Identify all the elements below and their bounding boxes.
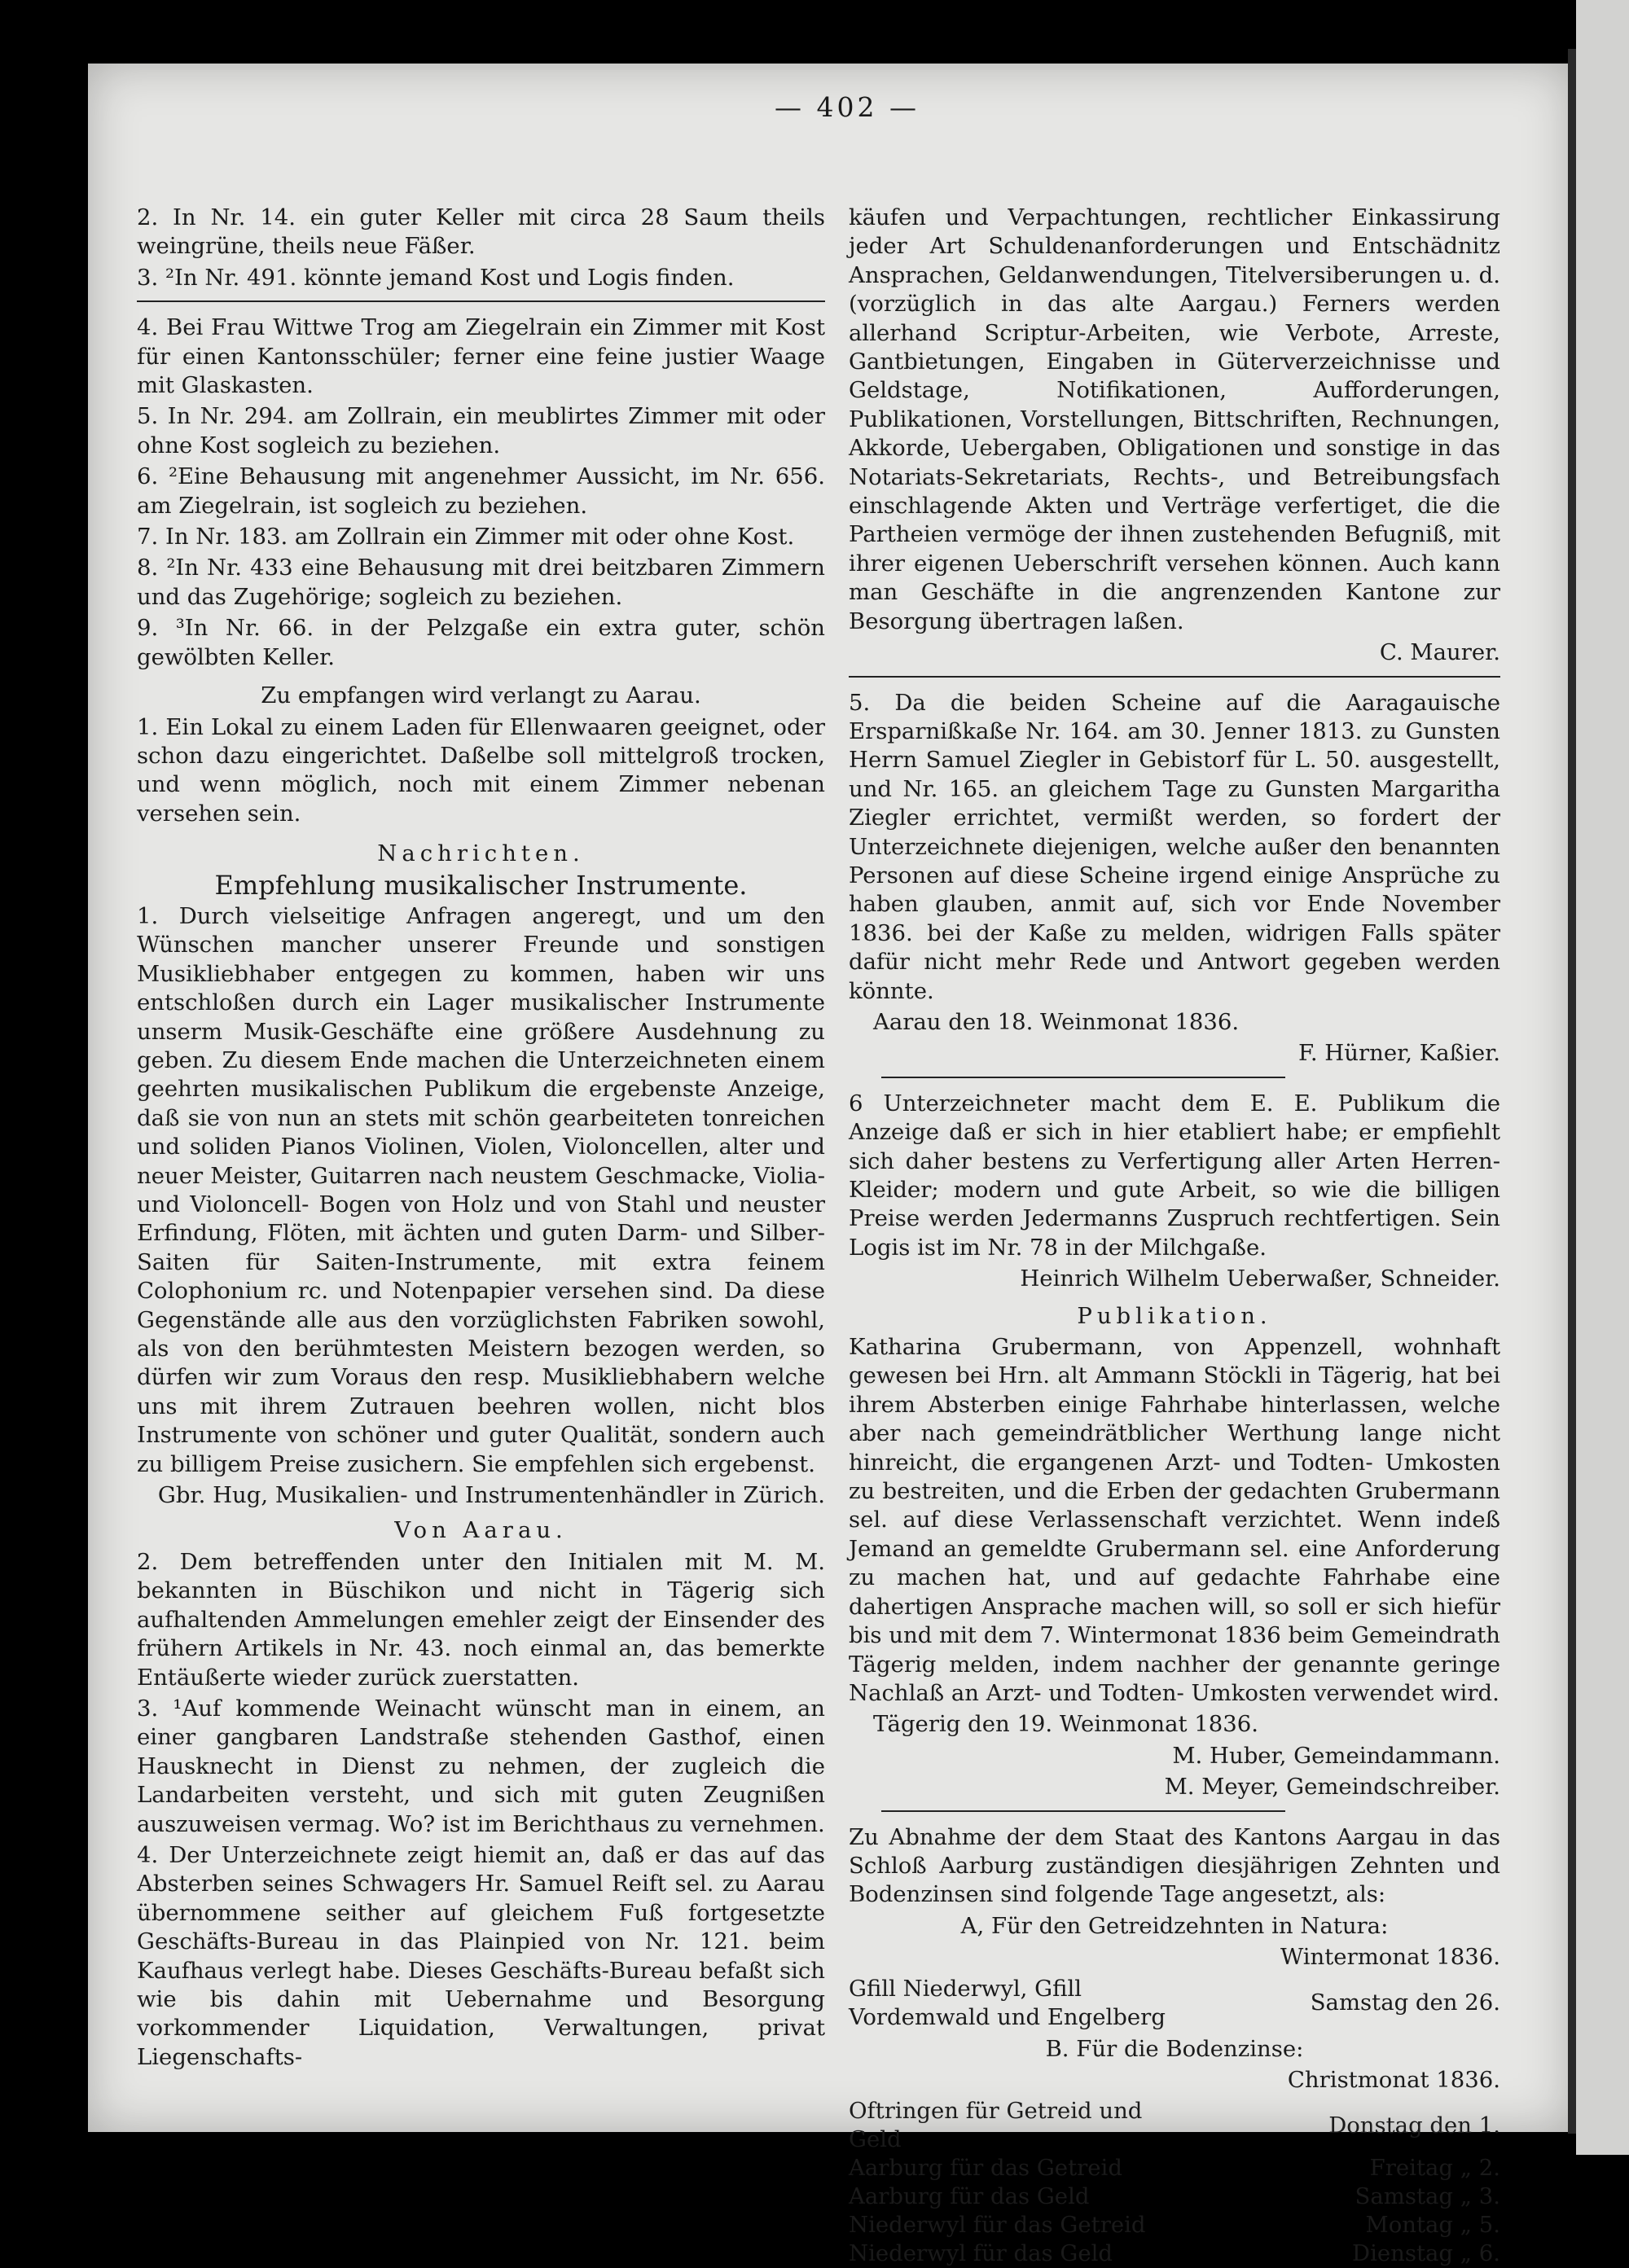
item-5-signature: F. Hürner, Kaßier. [1298, 1040, 1500, 1067]
schedule-row [849, 2097, 1500, 2154]
listing-item: 8. ²In Nr. 433 eine Behausung mit drei beitzbaren Zimmern und das Zugehörige; sogleich zu beziehen. [137, 555, 825, 610]
aarau-item: 2. Dem betreffenden unter den Initialen mit M. M. bekannten in Büschikon und nicht in Tägerig sich aufhaltenden Ammelungen emehler zeigt der Einsender des frühern Artikels in Nr. 43. noch einmal an, das bemerkte Entäußerte wieder zurück zuerstatten. [137, 1548, 825, 1691]
schedule-day: Samstag den 26. [1310, 1989, 1500, 2016]
publication-place-date: Tägerig den 19. Weinmonat 1836. [873, 1711, 1258, 1738]
schedule-day: Freitag „ 2. [1369, 2155, 1500, 2182]
item-6-signature: Heinrich Wilhelm Ueberwaßer, Schneider. [1020, 1266, 1500, 1292]
continuation-signature: C. Maurer. [1379, 639, 1500, 666]
schedule-row [849, 2211, 1500, 2239]
continuation-text: käufen und Verpachtungen, rechtlicher Einkassirung jeder Art Schuldenanforderungen und Entschädnitz Ansprachen, Geldanwendungen, Titelversiberungen u. d. (vorzüglich in das alte Aargau.) Ferners werden allerhand Scriptur-Arbeiten, wie Verbote, Arreste, Gantbietungen, Eingaben in Güterverzeichnisse und Geldstage, Notifikationen, Aufforderungen, Publikationen, Vorstellungen, Bittschriften, Rechnungen, Akkorde, Uebergaben, Obligationen und sonstige in das Notariats-Sekretariats, Rechts-, und Betreibungsfach einschlagende Akten und Verträge verfertiget, die die Partheien vermöge der ihnen zustehenden Befugniß, mit ihrer eigenen Ueberschrift versehen können. Auch kann man Geschäfte in die angrenzenden Kantone zur Besorgung übertragen laßen. [849, 204, 1500, 634]
listing-item: 5. In Nr. 294. am Zollrain, ein meublirtes Zimmer mit oder ohne Kost sogleich zu beziehen. [137, 403, 825, 458]
item-6: 6 Unterzeichneter macht dem E. E. Publikum die Anzeige daß er sich in hier etabliert habe; er empfiehlt sich daher bestens zu Verfertigung aller Arten Herren-Kleider; modern und gute Arbeit, so wie die billigen Preise werden Jedermanns Zuspruch rechtfertigen. Sein Logis ist im Nr. 78 in der Milchgaße. [849, 1090, 1500, 1261]
publication-signature: M. Meyer, Gemeindschreiber. [1164, 1774, 1500, 1801]
schedule-place: Niederwyl für das Getreid [849, 2212, 1146, 2239]
music-signature: Gbr. Hug, Musikalien- und Instrumentenhändler in Zürich. [157, 1482, 825, 1509]
divider [881, 1077, 1285, 1078]
schedule-row [849, 2239, 1500, 2268]
section-a-table [849, 1975, 1500, 2032]
item-5: 5. Da die beiden Scheine auf die Aaragauische Ersparnißkaße Nr. 164. am 30. Jenner 1813. zu Gunsten Herrn Samuel Ziegler in Gebistorf für L. 50. ausgestellt, und Nr. 165. an gleichem Tage zu Gunsten Margaritha Ziegler errichtet, vermißt werden, so fordert der Unterzeichnete diejenigen, welche außer den benannten Personen auf diese Scheine irgend einige Ansprüche zu haben glauben, anmit auf, sich vor Ende November 1836. bei der Kaße zu melden, widrigen Falls später dafür nicht mehr Rede und Antwort gegeben werden könnte. [849, 689, 1500, 1004]
divider [849, 676, 1500, 678]
page-number: — 402 — [775, 91, 920, 123]
divider [881, 1810, 1285, 1812]
aarau-item: 3. ¹Auf kommende Weinacht wünscht man in einem, an einer gangbaren Landstraße stehenden Gasthof, einen Hausknecht in Dienst zu nehmen, der zugleich die Landarbeiten versteht, und sich mit guten Zeugnißen auszuweisen vermag. Wo? ist im Berichthaus zu vernehmen. [137, 1695, 825, 1837]
section-b-month: Christmonat 1836. [1287, 2066, 1500, 2093]
wanted-heading: Zu empfangen wird verlangt zu Aarau. [261, 682, 701, 709]
listing-item: 2. In Nr. 14. ein guter Keller mit circa 28 Saum theils weingrüne, theils neue Fäßer. [137, 204, 825, 260]
schedule-day: Donstag den 1. [1328, 2112, 1500, 2139]
schedule-place: Oftringen für Getreid und Geld [849, 2098, 1143, 2153]
listing-item: 7. In Nr. 183. am Zollrain ein Zimmer mit oder ohne Kost. [137, 524, 795, 551]
listing-item: 9. ³In Nr. 66. in der Pelzgaße ein extra guter, schön gewölbten Keller. [137, 615, 825, 670]
item-5-place-date: Aarau den 18. Weinmonat 1836. [873, 1008, 1240, 1035]
tithes-intro: Zu Abnahme der dem Staat des Kantons Aargau in das Schloß Aarburg zuständigen diesjährigen Zehnten und Bodenzinsen sind folgende Tage angesetzt, als: [849, 1823, 1500, 1908]
section-a-heading: A, Für den Getreidzehnten in Natura: [960, 1912, 1389, 1939]
divider [137, 300, 825, 302]
schedule-day: Dienstag „ 6. [1352, 2240, 1500, 2267]
listing-item: 6. ²Eine Behausung mit angenehmer Aussicht, im Nr. 656. am Ziegelrain, ist sogleich zu beziehen. [137, 463, 825, 519]
music-text: 1. Durch vielseitige Anfragen angeregt, und um den Wünschen mancher unserer Freunde und sonstigen Musikliebhaber entgegen zu kommen, haben wir uns entschloßen durch ein Lager musikalischer Instrumente unserm Musik-Geschäfte eine größere Ausdehnung zu geben. Zu diesem Ende machen die Unterzeichneten einem geehrten musikalischen Publikum die ergebenste Anzeige, daß sie von nun an stets mit schön gearbeiteten tonreichen und soliden Pianos Violinen, Violen, Violoncellen, alter und neuer Meister, Guitarren nach neustem Geschmacke, Violia- und Violoncell- Bogen von Holz und von Stahl und neuster Erfindung, Flöten, mit ächten und guten Darm- und Silber-Saiten für Saiten-Instrumente, mit extra feinem Colophonium rc. und Notenpapier versehen sind. Da diese Gegenstände alle aus den vorzüglichsten Fabriken sowohl, als von den berühmtesten Meistern bezogen werden, so dürfen wir zum Voraus den resp. Musikliebhabern welche uns mit ihrem Zutrauen beehren wollen, nicht blos Instrumente von schöner und guter Qualität, sondern auch zu billigem Preise zusichern. Sie empfehlen sich ergebenst. [137, 902, 825, 1477]
publication-signature: M. Huber, Gemeindammann. [1172, 1742, 1500, 1769]
publication-heading: Publikation. [1077, 1302, 1272, 1329]
section-b-heading: B. Für die Bodenzinse: [1045, 2035, 1304, 2062]
schedule-row [849, 2154, 1500, 2182]
schedule-row [849, 2182, 1500, 2211]
next-page-edge [1576, 0, 1629, 2155]
schedule-place: Niederwyl für das Geld [849, 2240, 1113, 2267]
schedule-place: Aarburg für das Getreid [849, 2155, 1122, 2182]
section-a-month: Wintermonat 1836. [1280, 1944, 1500, 1971]
news-heading: Nachrichten. [377, 840, 585, 867]
music-heading: Empfehlung musikalischer Instrumente. [214, 869, 748, 901]
publication-text: Katharina Grubermann, von Appenzell, wohnhaft gewesen bei Hrn. alt Ammann Stöckli in Tägerig, hat bei ihrem Absterben einige Fahrhabe hinterlassen, welche aber nach gemeindrätblicher Werthung lange nicht hinreicht, die ergangenen Arzt- und Todten- Umkosten zu bestreiten, und die Erben der gedachten Grubermann sel. auf diese Verlassenschaft verzichtet. Wenn indeß Jemand an gemeldte Grubermann sel. eine Anforderung zu machen hat, und auf gedachte Fahrhabe eine dahertigen Ansprache machen will, so soll er sich hiefür bis und mit dem 7. Wintermonat 1836 beim Gemeindrath Tägerig melden, indem nachher der genannte geringe Nachlaß an Arzt- und Todten- Umkosten verwendet wird. [849, 1334, 1500, 1706]
right-column [849, 204, 1500, 2268]
listing-item: 4. Bei Frau Wittwe Trog am Ziegelrain ein Zimmer mit Kost für einen Kantonsschüler; ferner eine feine justier Waage mit Glaskasten. [137, 314, 825, 399]
schedule-day: Montag „ 5. [1365, 2212, 1500, 2239]
aarau-item: 4. Der Unterzeichnete zeigt hiemit an, daß er das auf das Absterben seines Schwagers Hr. Samuel Reift sel. zu Aarau übernommene seither auf gleichem Fuß fortgesetzte Geschäfts-Bureau in das Plainpied von Nr. 121. beim Kaufhaus verlegt habe. Dieses Geschäfts-Bureau befaßt sich wie bis dahin mit Uebernahme und Besorgung vorkommender Liquidation, Verwaltungen, privat Liegenschafts- [137, 1841, 825, 2070]
aarau-heading: Von Aarau. [394, 1517, 568, 1544]
schedule-day: Samstag „ 3. [1355, 2183, 1500, 2210]
wanted-text: 1. Ein Lokal zu einem Laden für Ellenwaaren geeignet, oder schon dazu eingerichtet. Daßelbe soll mittelgroß trocken, und wenn möglich, noch mit einem Zimmer nebenan versehen sein. [137, 713, 825, 827]
section-b-table [849, 2097, 1500, 2268]
listing-item: 3. ²In Nr. 491. könnte jemand Kost und Logis finden. [137, 264, 735, 291]
schedule-place: Aarburg für das Geld [849, 2183, 1090, 2210]
left-column [137, 204, 825, 2074]
schedule-row [849, 1975, 1500, 2032]
schedule-place: Gfill Niederwyl, Gfill Vordemwald und Engelberg [849, 1975, 1166, 2030]
